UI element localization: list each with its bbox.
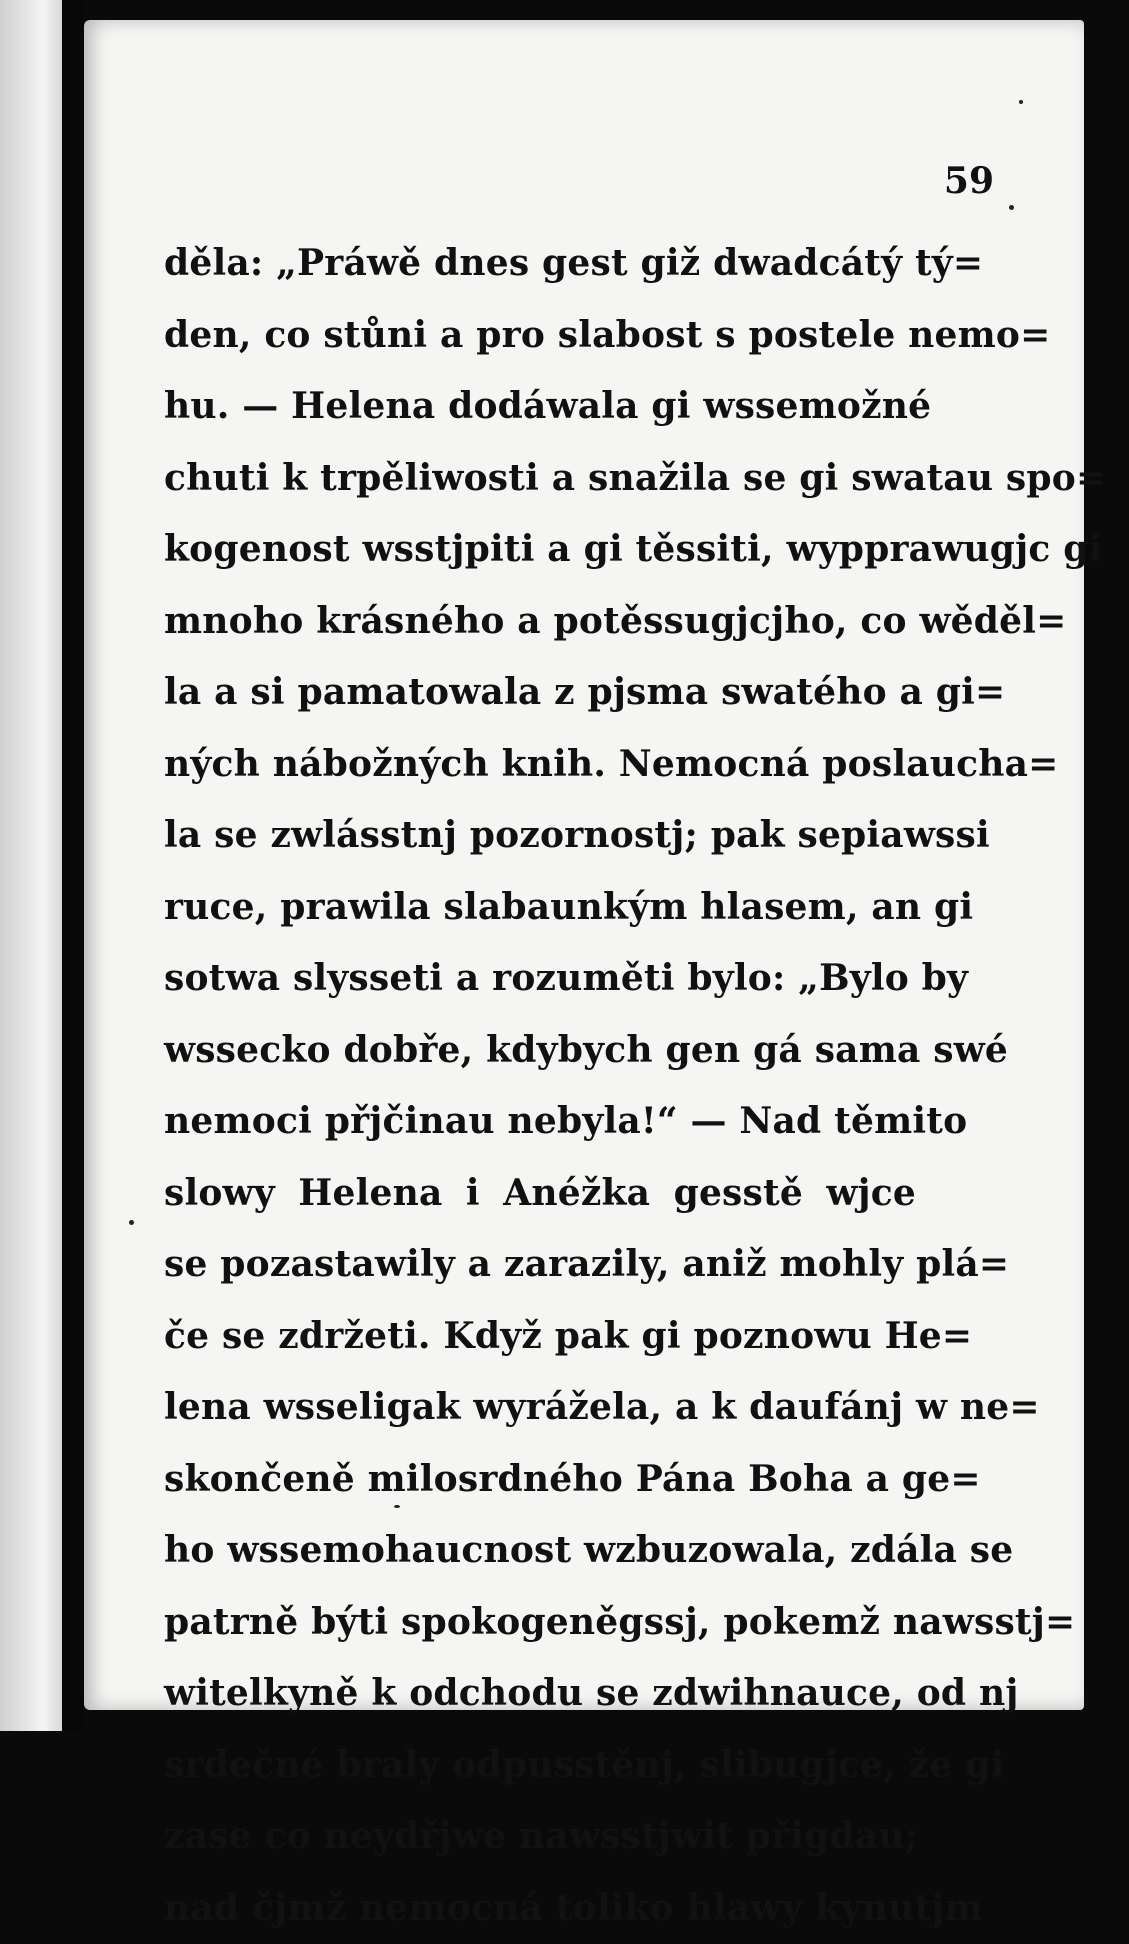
book-gutter: [62, 0, 84, 1731]
text-line: wssecko dobře, kdybych gen gá sama swé: [164, 1015, 916, 1087]
text-line: patrně býti spokogeněgssj, pokemž nawsstj=: [164, 1587, 916, 1659]
paper-speck: [394, 1505, 400, 1508]
page-number: 59: [944, 160, 994, 202]
text-line: sotwa slysseti a rozuměti bylo: „Bylo by: [164, 943, 916, 1015]
text-line: la se zwlásstnj pozornostj; pak sepiawssi: [164, 800, 916, 872]
facing-page-edge: [0, 0, 62, 1731]
book-page: [84, 20, 1084, 1710]
paper-speck: [1009, 205, 1014, 210]
paper-speck: [129, 1220, 134, 1225]
text-line: nad čjmž nemocná toliko hlawy kynutjm: [164, 1873, 916, 1944]
text-line: kogenost wsstjpiti a gi těssiti, wypprawugjc gi: [164, 514, 916, 586]
text-line: se pozastawily a zarazily, aniž mohly plá=: [164, 1229, 916, 1301]
text-line: ho wssemohaucnost wzbuzowala, zdála se: [164, 1515, 916, 1587]
text-line: slowy Helena i Anéžka gesstě wjce: [164, 1158, 916, 1230]
text-line: hu. — Helena dodáwala gi wssemožné: [164, 371, 916, 443]
text-line: zase co neydřjwe nawsstjwit přigdau;: [164, 1801, 916, 1873]
text-line: witelkyně k odchodu se zdwihnauce, od nj: [164, 1658, 916, 1730]
text-line: děla: „Práwě dnes gest giž dwadcátý tý=: [164, 228, 916, 300]
body-text: [164, 228, 916, 1944]
text-line: ných nábožných knih. Nemocná poslaucha=: [164, 729, 916, 801]
text-line: skončeně milosrdného Pána Boha a ge=: [164, 1444, 916, 1516]
text-line: lena wsseligak wyrážela, a k daufánj w ne=: [164, 1372, 916, 1444]
text-line: nemoci přjčinau nebyla!“ — Nad těmito: [164, 1086, 916, 1158]
text-line: ruce, prawila slabaunkým hlasem, an gi: [164, 872, 916, 944]
text-line: mnoho krásného a potěssugjcjho, co wěděl=: [164, 586, 916, 658]
text-line: den, co stůni a pro slabost s postele nemo=: [164, 300, 916, 372]
text-line: chuti k trpěliwosti a snažila se gi swatau spo=: [164, 443, 916, 515]
paper-speck: [1019, 100, 1023, 104]
text-line: če se zdržeti. Když pak gi poznowu He=: [164, 1301, 916, 1373]
text-line: la a si pamatowala z pjsma swatého a gi=: [164, 657, 916, 729]
text-line: srdečné braly odpusstěnj, slibugjce, že gi: [164, 1730, 916, 1802]
